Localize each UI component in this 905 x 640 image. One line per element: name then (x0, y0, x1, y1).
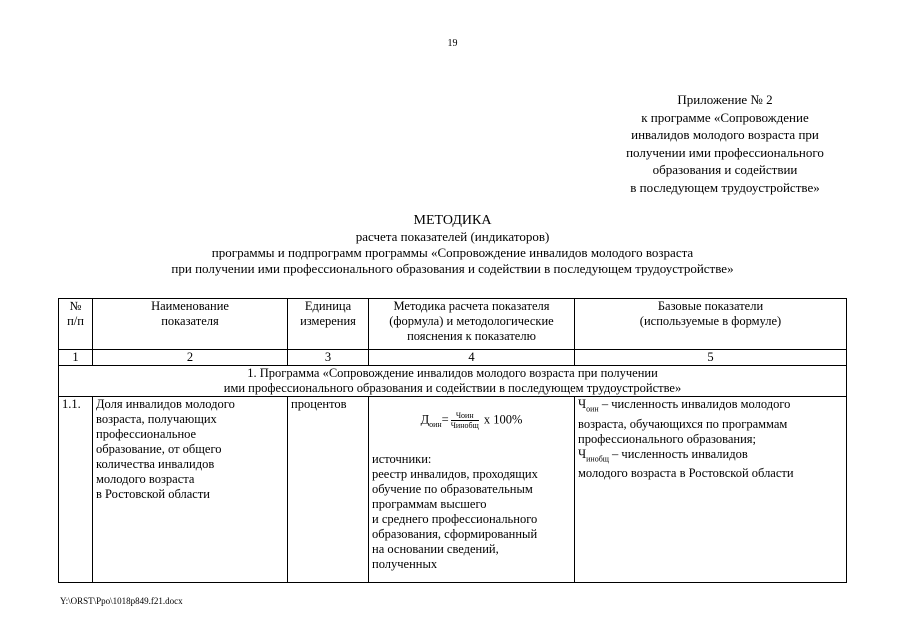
subtitle-line: расчета показателей (индикаторов) (355, 229, 550, 244)
column-number: 5 (575, 350, 847, 366)
document-title: МЕТОДИКА (413, 213, 492, 228)
subtitle-line: программы и подпрограмм программы «Сопровождение инвалидов молодого возраста (211, 245, 694, 260)
appendix-line: инвалидов молодого возраста при (631, 127, 819, 142)
header-number: № п/п (59, 299, 93, 350)
row-number: 1.1. (59, 397, 93, 583)
header-unit: Единица измерения (288, 299, 369, 350)
base-indicators: $Ч_{оин}$ – численность инвалидов молодого возраста, обучающихся по программам профессионального образования; $Ч_{инобщ}$ – численность инвалидов молодого возраста в Ростовской области (575, 397, 847, 583)
document-title-block (0, 213, 905, 277)
section-title: 1. Программа «Сопровождение инвалидов молодого возраста при получении ими профессионального образования и содействии в последующем трудоустройстве» (59, 366, 847, 397)
section-row (59, 366, 847, 397)
header-indicator-name: Наименование показателя (93, 299, 288, 350)
page-number: 19 (447, 38, 458, 49)
unit-of-measure: процентов (288, 397, 369, 583)
methodology-table (58, 298, 847, 583)
appendix-line: получении ими профессионального (626, 144, 824, 160)
appendix-line: Приложение № 2 (677, 92, 773, 107)
header-method: Методика расчета показателя (формула) и методологические пояснения к показателю (369, 299, 575, 350)
appendix-line: к программе «Сопровождение (641, 109, 809, 125)
file-path-footer: Y:\ORST\Ppo\1018p849.f21.docx (60, 596, 183, 606)
subtitle-line: при получении ими профессионального образования и содействии в последующем трудоустройстве» (171, 261, 734, 276)
column-number: 3 (288, 350, 369, 366)
indicator-name: Доля инвалидов молодого возраста, получающих профессиональное образование, от общего количества инвалидов молодого возраста в Ростовской области (93, 397, 288, 583)
calculation-method: $Д_{оин}=$ $\frac{\text{Чоин}}{\text{Чинобщ}}$ х 100% источники: реестр инвалидов, проходящих обучение по образовательным программам высшего и среднего профессионального образования, сформированный на основании сведений, полученных (369, 397, 575, 583)
formula-fraction: $\frac{\text{Чоин}}{\text{Чинобщ}}$ (450, 411, 479, 430)
column-number-row (59, 350, 847, 366)
formula: $Д_{оин}=$ $\frac{\text{Чоин}}{\text{Чинобщ}}$ х 100% (420, 411, 523, 430)
table-header-row (59, 299, 847, 350)
column-number: 2 (93, 350, 288, 366)
column-number: 4 (369, 350, 575, 366)
table-row (59, 397, 847, 583)
header-base-indicators: Базовые показатели (используемые в формуле) (575, 299, 847, 350)
appendix-header (560, 91, 890, 196)
column-number: 1 (59, 350, 93, 366)
appendix-line: образования и содействии (652, 162, 798, 177)
appendix-line: в последующем трудоустройстве» (630, 179, 820, 195)
